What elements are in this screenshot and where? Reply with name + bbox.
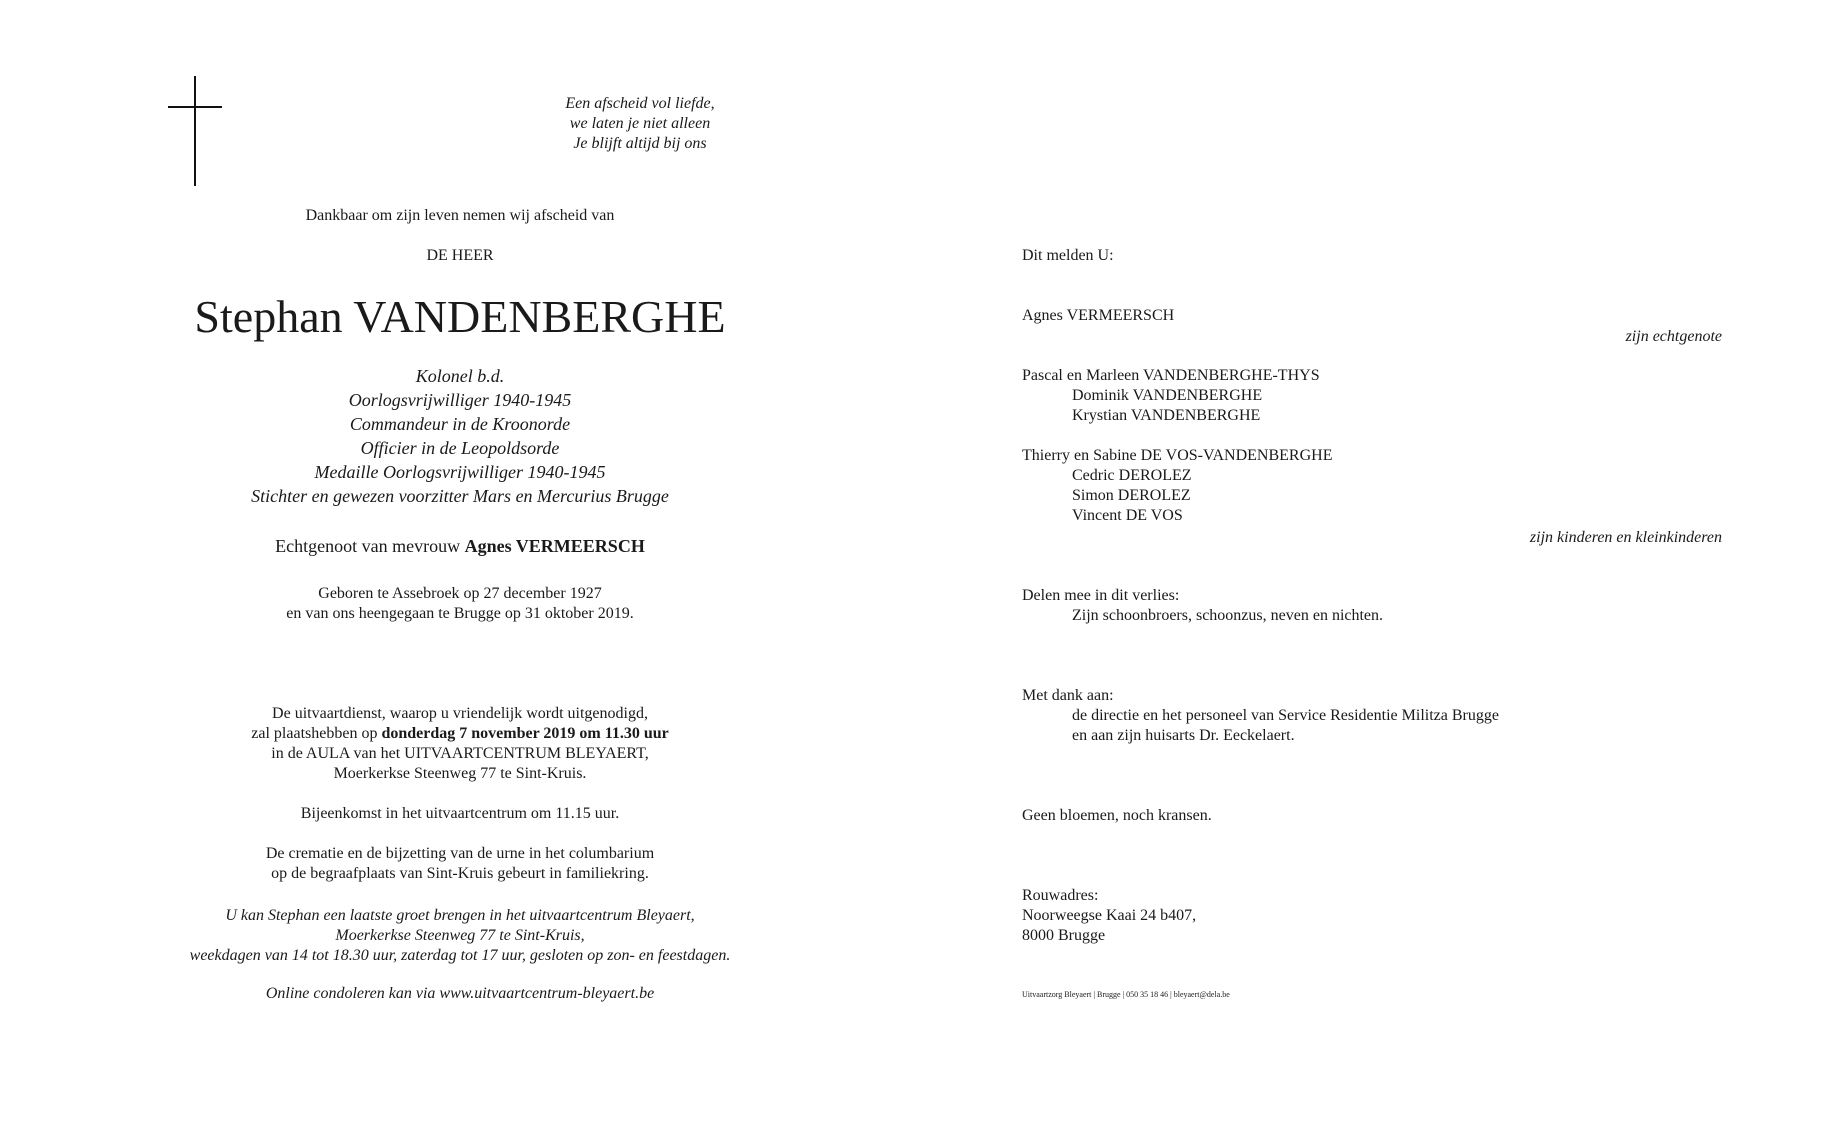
service-line: De uitvaartdienst, waarop u vriendelijk wordt uitgenodigd,	[272, 705, 648, 722]
deceased-name: Stephan VANDENBERGHE	[194, 291, 726, 342]
spouse-entry: Agnes VERMEERSCH	[1022, 307, 1175, 324]
visit-info	[150, 906, 770, 966]
cross-vertical	[194, 76, 196, 186]
address-block	[1022, 886, 1196, 946]
share-text: Zijn schoonbroers, schoonzus, neven en nichten.	[1072, 607, 1384, 624]
share-block	[1022, 586, 1383, 626]
flowers-line: Geen bloemen, noch kransen.	[1022, 807, 1212, 824]
title-line: Officier in de Leopoldsorde	[360, 438, 560, 458]
family-parents: Thierry en Sabine DE VOS-VANDENBERGHE	[1022, 447, 1333, 464]
cross-horizontal	[168, 106, 222, 108]
spouse-label: zijn echtgenote	[1625, 328, 1722, 345]
spouse-prefix: Echtgenoot van mevrouw	[275, 536, 461, 556]
announce-line: Dit melden U:	[1022, 247, 1114, 264]
death-line: en van ons heengegaan te Brugge op 31 oktober 2019.	[286, 605, 634, 622]
address-line: Noorweegse Kaai 24 b407,	[1022, 907, 1197, 924]
poem	[540, 94, 740, 154]
address-title: Rouwadres:	[1022, 887, 1099, 904]
thanks-block	[1022, 686, 1499, 746]
spouse-name: Agnes VERMEERSCH	[464, 536, 645, 556]
titles-list	[150, 364, 770, 508]
poem-line: Je blijft altijd bij ons	[573, 135, 707, 152]
service-date-prefix: zal plaatshebben op	[251, 725, 378, 742]
thanks-line: en aan zijn huisarts Dr. Eeckelaert.	[1072, 727, 1295, 744]
share-title: Delen mee in dit verlies:	[1022, 587, 1180, 604]
visit-line: U kan Stephan een laatste groet brengen in het uitvaartcentrum Bleyaert,	[225, 907, 695, 924]
family-child: Vincent DE VOS	[1072, 507, 1183, 524]
visit-line: weekdagen van 14 tot 18.30 uur, zaterdag tot 17 uur, gesloten op zon- en feestdagen.	[189, 947, 731, 964]
thanks-title: Met dank aan:	[1022, 687, 1114, 704]
title-line: Medaille Oorlogsvrijwilliger 1940-1945	[314, 462, 606, 482]
family-group-1	[1022, 366, 1320, 426]
family-child: Simon DEROLEZ	[1072, 487, 1191, 504]
family-child: Krystian VANDENBERGHE	[1072, 407, 1261, 424]
family-group-2	[1022, 446, 1332, 526]
address-line: 8000 Brugge	[1022, 927, 1106, 944]
service-line	[150, 724, 770, 744]
footer-contact: Uitvaartzorg Bleyaert | Brugge | 050 35 18 46 | bleyaert@dela.be	[1022, 990, 1230, 999]
service-info	[150, 704, 770, 784]
visit-line: Moerkerkse Steenweg 77 te Sint-Kruis,	[335, 927, 585, 944]
birth-line: Geboren te Assebroek op 27 december 1927	[318, 585, 602, 602]
intro-text: Dankbaar om zijn leven nemen wij afscheid van	[305, 207, 615, 224]
spouse-line	[150, 534, 770, 558]
cremation-info	[150, 844, 770, 884]
family-child: Dominik VANDENBERGHE	[1072, 387, 1263, 404]
service-line: in de AULA van het UITVAARTCENTRUM BLEYAERT,	[271, 745, 649, 762]
service-line: Moerkerkse Steenweg 77 te Sint-Kruis.	[333, 765, 587, 782]
title-line: Stichter en gewezen voorzitter Mars en Mercurius Brugge	[251, 486, 669, 506]
poem-line: we laten je niet alleen	[569, 115, 711, 132]
online-condolence: Online condoleren kan via www.uitvaartcentrum-bleyaert.be	[265, 985, 655, 1002]
cremation-line: op de begraafplaats van Sint-Kruis gebeurt in familiekring.	[271, 865, 649, 882]
salutation: DE HEER	[426, 247, 494, 264]
service-date: donderdag 7 november 2019 om 11.30 uur	[381, 725, 669, 742]
gathering-line: Bijeenkomst in het uitvaartcentrum om 11.15 uur.	[300, 805, 620, 822]
poem-line: Een afscheid vol liefde,	[565, 95, 715, 112]
cremation-line: De crematie en de bijzetting van de urne in het columbarium	[265, 845, 655, 862]
title-line: Commandeur in de Kroonorde	[349, 414, 571, 434]
thanks-line: de directie en het personeel van Service Residentie Militza Brugge	[1072, 707, 1499, 724]
family-parents: Pascal en Marleen VANDENBERGHE-THYS	[1022, 367, 1320, 384]
family-child: Cedric DEROLEZ	[1072, 467, 1192, 484]
title-line: Oorlogsvrijwilliger 1940-1945	[348, 390, 572, 410]
title-line: Kolonel b.d.	[415, 366, 505, 386]
life-dates	[150, 584, 770, 624]
children-label: zijn kinderen en kleinkinderen	[1529, 529, 1722, 546]
